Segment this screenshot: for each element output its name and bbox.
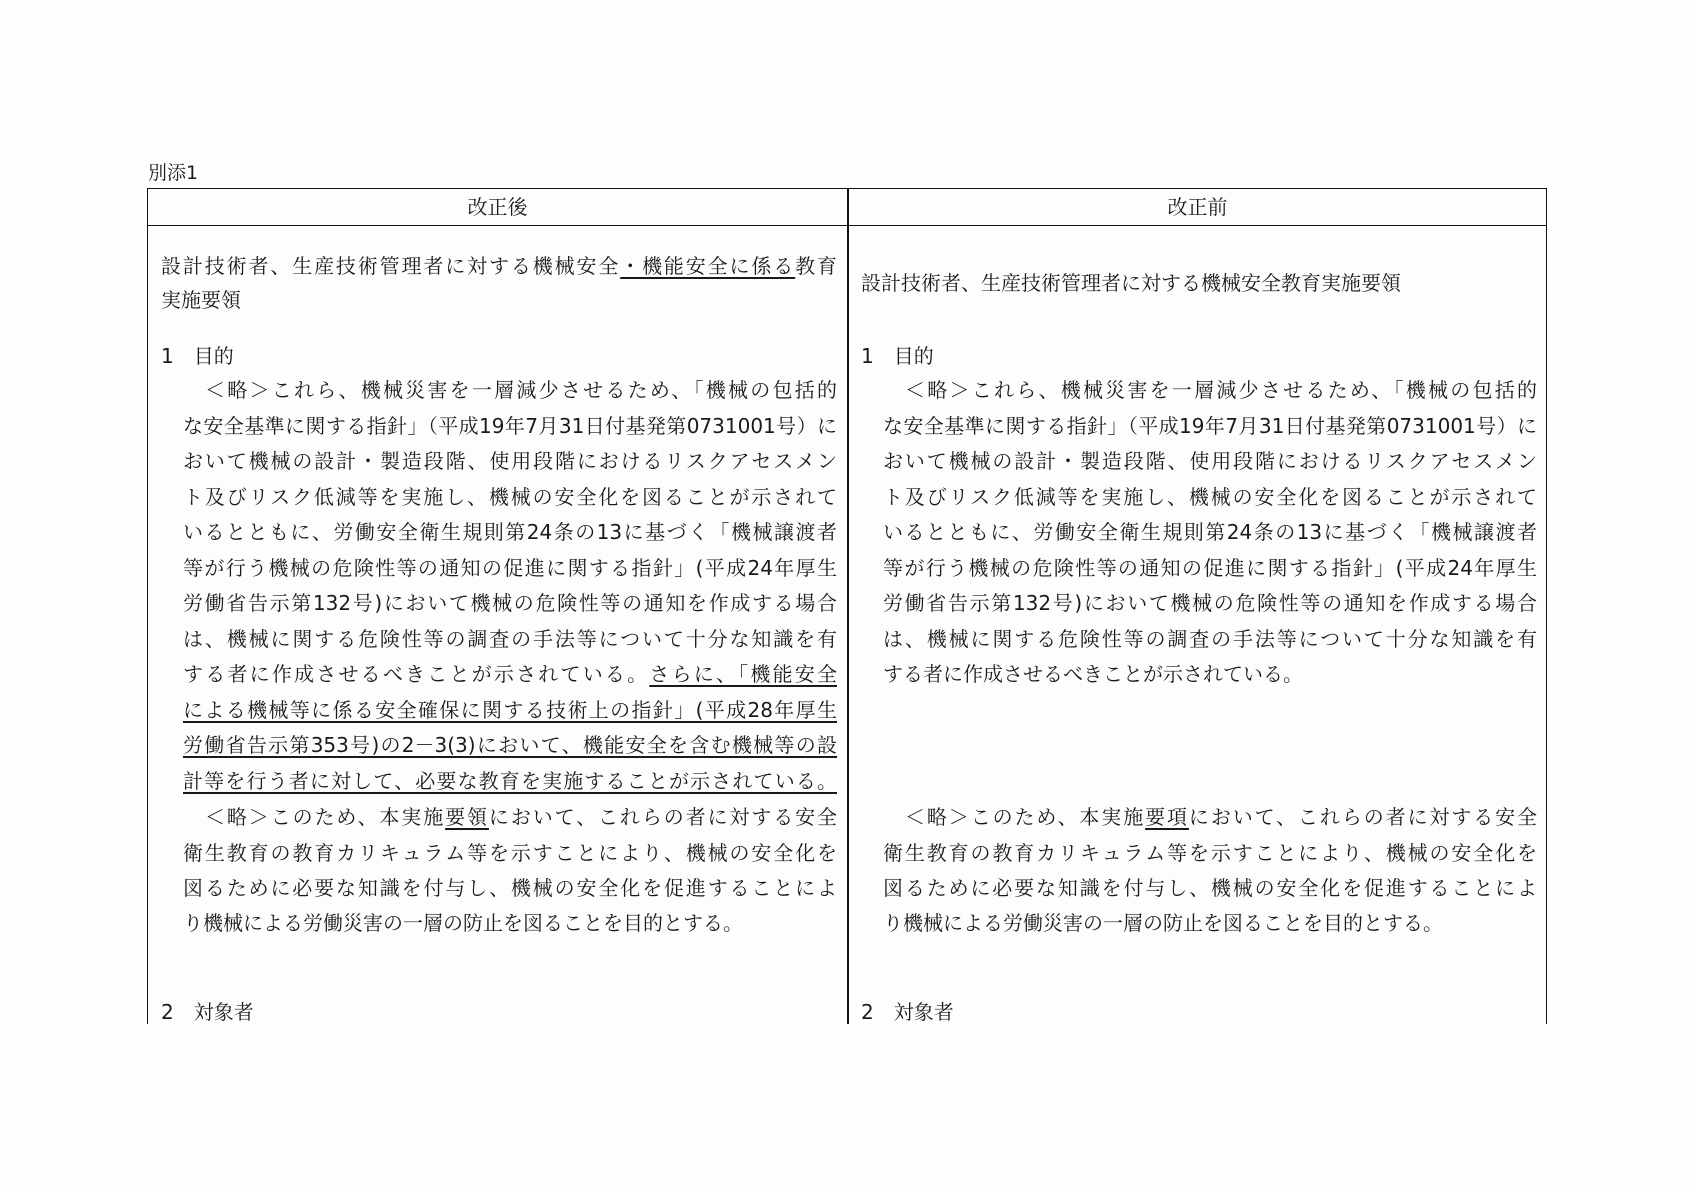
text-line	[905, 802, 1537, 832]
text-segment: いるとともに、労働安全衛生規則第24条の13に基づく「機械譲渡者	[883, 520, 1537, 544]
text-line	[883, 838, 1537, 868]
text-segment: おいて機械の設計・製造段階、使用段階におけるリスクアセスメン	[883, 449, 1537, 473]
text-line	[861, 268, 1401, 298]
text-line	[205, 802, 837, 832]
text-line	[183, 695, 837, 725]
text-line	[883, 588, 1537, 618]
text-line	[183, 766, 837, 796]
revised-text-segment: ・機能安全に係る	[620, 254, 796, 278]
text-line	[183, 624, 837, 654]
text-segment: 1 目的	[861, 344, 934, 368]
revised-text-segment: 計等を行う者に対して、必要な教育を実施することが示されている。	[183, 768, 837, 793]
text-segment: 図るために必要な知識を付与し、機械の安全化を促進することによ	[183, 876, 837, 900]
text-line	[883, 908, 1443, 938]
attachment-label: 別添1	[148, 162, 199, 184]
text-line	[183, 730, 837, 760]
text-line	[205, 375, 837, 405]
text-line	[183, 588, 837, 618]
text-segment: 2 対象者	[861, 1000, 954, 1024]
text-segment: り機械による労働災害の一層の防止を図ることを目的とする。	[183, 911, 743, 935]
text-line	[183, 659, 837, 689]
text-segment: 2 対象者	[161, 1000, 254, 1024]
text-line	[183, 908, 743, 938]
text-line	[183, 553, 837, 583]
text-line	[905, 375, 1537, 405]
text-segment: おいて機械の設計・製造段階、使用段階におけるリスクアセスメン	[183, 449, 837, 473]
text-segment: 等が行う機械の危険性等の通知の促進に関する指針」(平成24年厚生	[183, 555, 837, 580]
text-segment: 教育	[795, 254, 838, 278]
text-segment: 設計技術者、生産技術管理者に対する機械安全教育実施要領	[861, 271, 1401, 295]
comparison-table	[147, 188, 1547, 1024]
text-line	[183, 873, 837, 903]
text-line	[883, 659, 1303, 689]
text-segment: 等が行う機械の危険性等の通知の促進に関する指針」(平成24年厚生	[883, 555, 1537, 580]
column-before-revision	[848, 189, 1547, 1024]
text-segment: な安全基準に関する指針」（平成19年7月31日付基発第0731001号）に	[883, 413, 1537, 438]
text-segment: 労働省告示第132号)において機械の危険性等の通知を作成する場合	[183, 591, 837, 615]
text-line	[883, 411, 1537, 441]
text-line	[883, 446, 1537, 476]
revised-text-segment: による機械等に係る安全確保に関する技術上の指針」(平成28年厚生	[183, 697, 837, 722]
text-line	[883, 553, 1537, 583]
text-segment: ＜略＞これら、機械災害を一層減少させるため、「機械の包括的	[905, 378, 1537, 402]
revised-text-segment: 要領	[445, 805, 489, 829]
text-segment: する者に作成させるべきことが示されている。	[183, 662, 650, 686]
text-segment: 設計技術者、生産技術管理者に対する機械安全	[161, 254, 621, 278]
header-after-revision: 改正後	[467, 195, 528, 219]
text-segment: 衛生教育の教育カリキュラム等を示すことにより、機械の安全化を	[183, 841, 837, 865]
text-line	[161, 341, 234, 371]
text-segment: 1 目的	[161, 344, 234, 368]
text-segment: において、これらの者に対する安全	[488, 805, 838, 829]
text-segment: ＜略＞このため、本実施	[905, 805, 1146, 829]
text-line	[883, 482, 1537, 512]
text-segment: ＜略＞これら、機械災害を一層減少させるため、「機械の包括的	[205, 378, 837, 402]
text-segment: いるとともに、労働安全衛生規則第24条の13に基づく「機械譲渡者	[183, 520, 837, 544]
revised-text-segment: さらに、「機能安全	[649, 662, 838, 686]
column-after-revision	[148, 189, 847, 1024]
text-line	[161, 285, 241, 315]
text-segment: な安全基準に関する指針」（平成19年7月31日付基発第0731001号）に	[183, 413, 837, 438]
text-line	[883, 624, 1537, 654]
revised-text-segment: 労働省告示第353号)の2－3(3)において、機能安全を含む機械等の設	[183, 733, 837, 757]
text-line	[883, 517, 1537, 547]
text-segment: する者に作成させるべきことが示されている。	[883, 662, 1303, 686]
text-line	[861, 997, 954, 1027]
text-segment: 衛生教育の教育カリキュラム等を示すことにより、機械の安全化を	[883, 841, 1537, 865]
text-line	[183, 446, 837, 476]
text-line	[883, 873, 1537, 903]
text-segment: 実施要領	[161, 288, 241, 312]
text-line	[183, 482, 837, 512]
text-segment: り機械による労働災害の一層の防止を図ることを目的とする。	[883, 911, 1443, 935]
text-segment: において、これらの者に対する安全	[1188, 805, 1538, 829]
text-line	[183, 838, 837, 868]
text-line	[183, 517, 837, 547]
text-line	[183, 411, 837, 441]
text-line	[161, 997, 254, 1027]
revised-text-segment: 要項	[1145, 805, 1189, 829]
text-line	[161, 251, 837, 281]
text-segment: は、機械に関する危険性等の調査の手法等について十分な知識を有	[183, 626, 837, 651]
text-segment: ト及びリスク低減等を実施し、機械の安全化を図ることが示されて	[883, 484, 1537, 509]
text-segment: 労働省告示第132号)において機械の危険性等の通知を作成する場合	[883, 591, 1537, 615]
text-line	[861, 341, 934, 371]
header-before-revision: 改正前	[1167, 195, 1228, 219]
text-segment: 図るために必要な知識を付与し、機械の安全化を促進することによ	[883, 876, 1537, 900]
text-segment: ＜略＞このため、本実施	[205, 805, 446, 829]
text-segment: ト及びリスク低減等を実施し、機械の安全化を図ることが示されて	[183, 484, 837, 509]
text-segment: は、機械に関する危険性等の調査の手法等について十分な知識を有	[883, 626, 1537, 651]
